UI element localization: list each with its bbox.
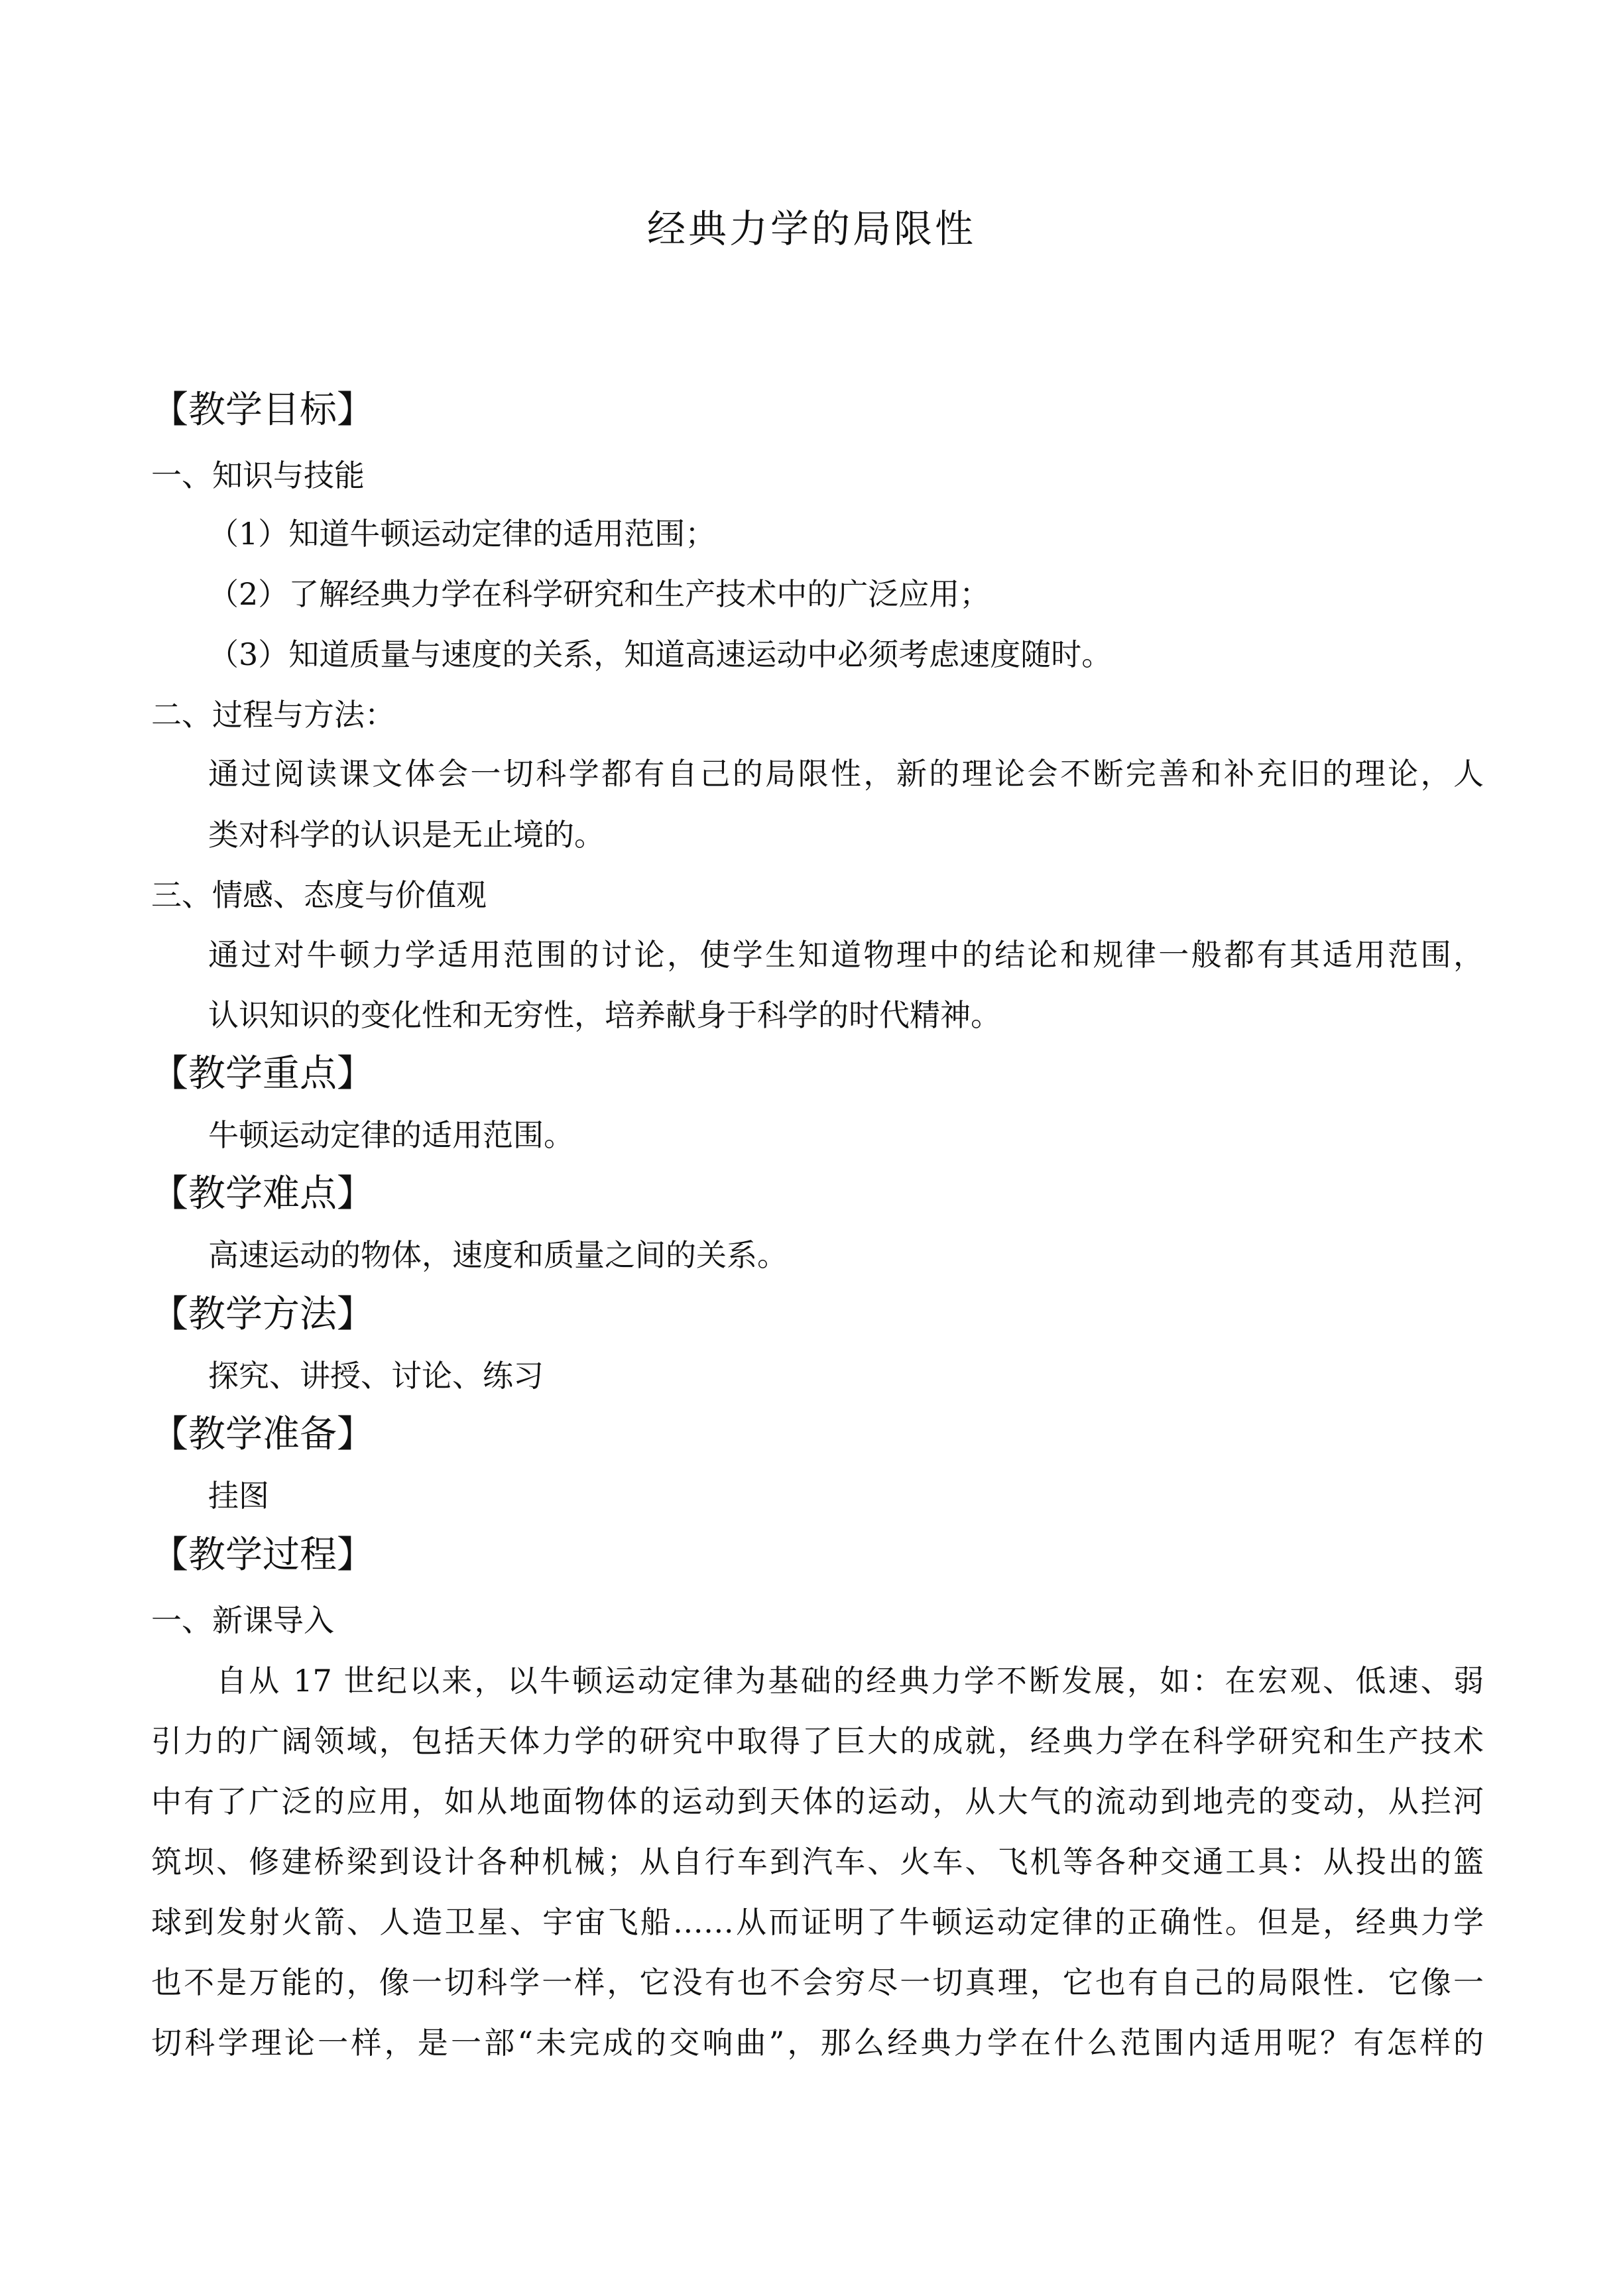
methods-heading: 【教学方法】 xyxy=(151,1293,374,1336)
intro-paragraph-line-6: 也不是万能的，像一切科学一样，它没有也不会穷尽一切真理，它也有自己的局限性．它像一 xyxy=(151,1964,1484,2000)
difficulty-heading: 【教学难点】 xyxy=(151,1172,374,1215)
emotion-values-line-1: 通过对牛顿力学适用范围的讨论，使学生知道物理中的结论和规律一般都有其适用范围， xyxy=(208,937,1484,973)
intro-heading: 一、新课导入 xyxy=(151,1602,334,1638)
knowledge-skills-heading: 一、知识与技能 xyxy=(151,457,365,493)
intro-paragraph-line-7: 切科学理论一样，是一部“未完成的交响曲”，那么经典力学在什么范围内适用呢？有怎样的 xyxy=(151,2025,1484,2061)
intro-paragraph-line-4: 筑坝、修建桥梁到设计各种机械；从自行车到汽车、火车、飞机等各种交通工具：从投出的篮 xyxy=(151,1844,1484,1880)
process-methods-line-1: 通过阅读课文体会一切科学都有自己的局限性，新的理论会不断完善和补充旧的理论，人 xyxy=(208,756,1484,792)
emotion-values-line-2: 认识知识的变化性和无穷性，培养献身于科学的时代精神。 xyxy=(208,997,1001,1033)
objectives-heading: 【教学目标】 xyxy=(151,389,374,432)
objective-item-3: （3）知道质量与速度的关系，知道高速运动中必须考虑速度随时。 xyxy=(208,636,1112,672)
difficulty-text: 高速运动的物体，速度和质量之间的关系。 xyxy=(208,1237,788,1273)
process-methods-line-2: 类对科学的认识是无止境的。 xyxy=(208,817,605,853)
intro-paragraph-line-5: 球到发射火箭、人造卫星、宇宙飞船……从而证明了牛顿运动定律的正确性。但是，经典力学 xyxy=(151,1904,1484,1940)
preparation-heading: 【教学准备】 xyxy=(151,1413,374,1456)
intro-paragraph-line-3: 中有了广泛的应用，如从地面物体的运动到天体的运动，从大气的流动到地壳的变动，从拦河 xyxy=(151,1783,1484,1819)
objective-item-1: （1）知道牛顿运动定律的适用范围； xyxy=(208,516,716,552)
key-point-text: 牛顿运动定律的适用范围。 xyxy=(208,1117,574,1153)
emotion-values-heading: 三、情感、态度与价值观 xyxy=(151,877,487,913)
intro-paragraph-line-1: 自从 17 世纪以来，以牛顿运动定律为基础的经典力学不断发展，如：在宏观、低速、弱 xyxy=(216,1663,1484,1699)
preparation-text: 挂图 xyxy=(208,1478,269,1514)
procedure-heading: 【教学过程】 xyxy=(151,1534,374,1577)
objective-item-2: （2）了解经典力学在科学研究和生产技术中的广泛应用； xyxy=(208,576,991,612)
key-point-heading: 【教学重点】 xyxy=(151,1052,374,1095)
process-methods-heading: 二、过程与方法： xyxy=(151,697,395,733)
intro-paragraph-line-2: 引力的广阔领域，包括天体力学的研究中取得了巨大的成就，经典力学在科学研究和生产技术 xyxy=(151,1723,1484,1759)
document-title: 经典力学的局限性 xyxy=(646,206,976,251)
methods-text: 探究、讲授、讨论、练习 xyxy=(208,1358,544,1394)
